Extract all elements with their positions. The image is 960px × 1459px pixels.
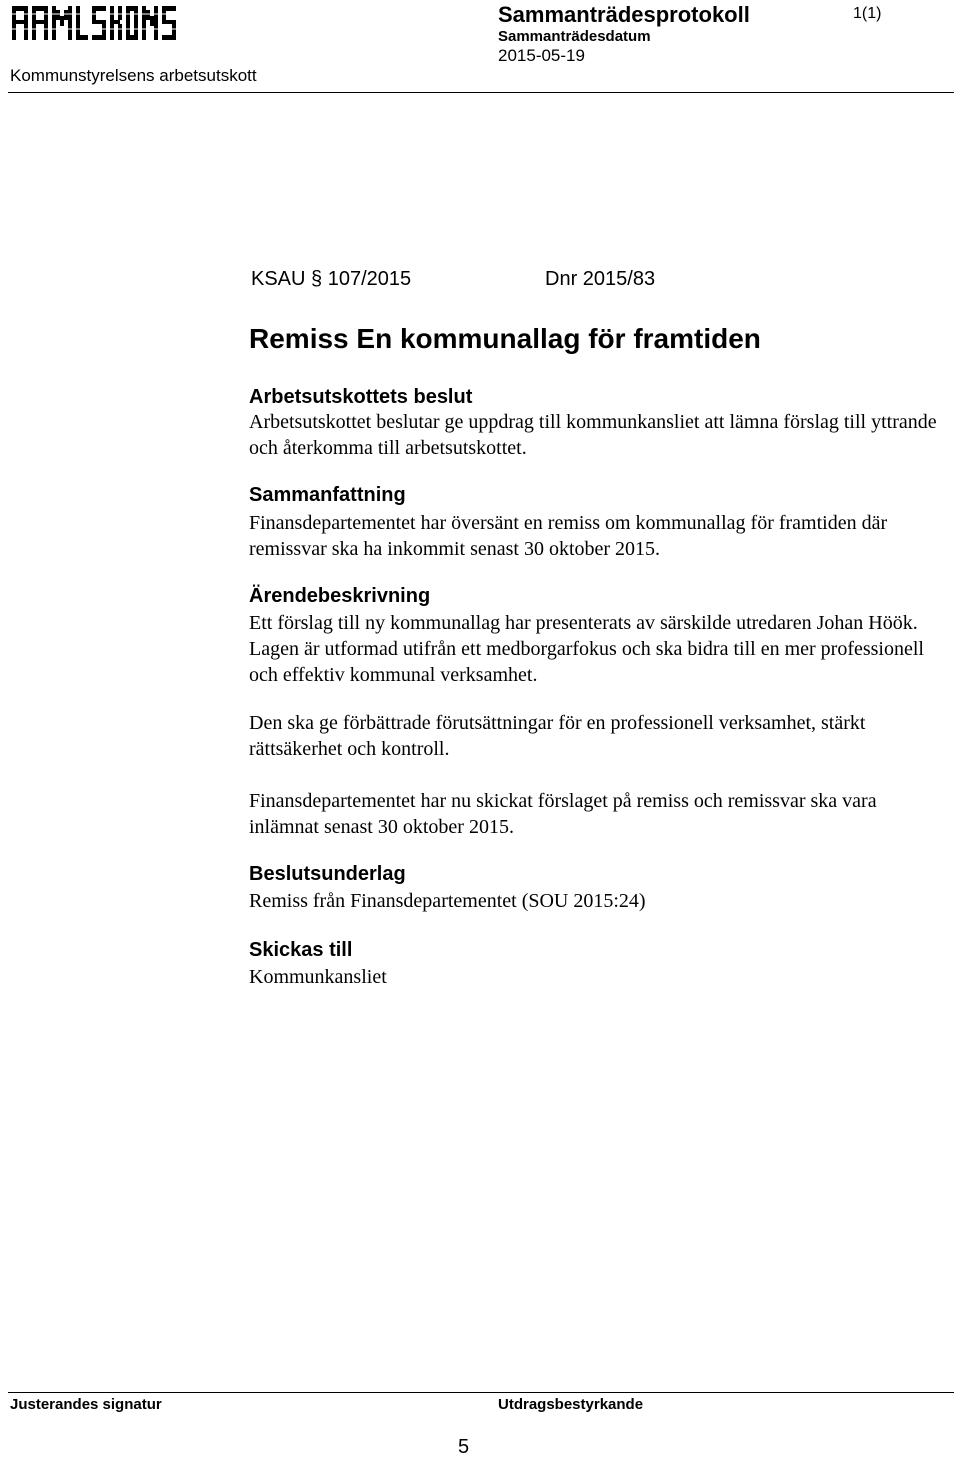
case-title: Remiss En kommunallag för framtiden <box>249 323 761 354</box>
sendto-heading: Skickas till <box>249 939 353 961</box>
footer-divider <box>8 1392 954 1393</box>
document-type: Sammanträdesprotokoll <box>498 2 750 27</box>
case-reference: KSAU § 107/2015 <box>251 268 412 290</box>
meeting-date-value: 2015-05-19 <box>498 46 585 65</box>
page-number: 5 <box>458 1436 470 1458</box>
page-count: 1(1) <box>853 5 882 22</box>
header-divider <box>8 92 954 93</box>
municipality-logo <box>10 2 178 42</box>
description-paragraph-2: Den ska ge förbättrade förutsättningar för en professionell verksamhet, stärkt rättsäkerhet och kontroll. <box>249 712 866 760</box>
description-paragraph-3: Finansdepartementet har nu skickat förslaget på remiss och remissvar ska vara inlämnat senast 30 oktober 2015. <box>249 790 877 838</box>
meeting-date-label: Sammanträdesdatum <box>498 28 651 45</box>
summary-heading: Sammanfattning <box>249 484 406 506</box>
organization-name: Kommunstyrelsens arbetsutskott <box>10 66 257 85</box>
description-paragraph-1: Ett förslag till ny kommunallag har presenterats av särskilde utredaren Johan Höök. Lagen är utformad utifrån ett medborgarfokus och ska bidra till en mer professionell och effektiv kommunal verksamhet. <box>249 612 924 686</box>
summary-text: Finansdepartementet har översänt en remiss om kommunallag för framtiden där remissvar ska ha inkommit senast 30 oktober 2015. <box>249 512 888 560</box>
extract-certification-label: Utdragsbestyrkande <box>498 1396 644 1413</box>
adjuster-signature-label: Justerandes signatur <box>10 1396 162 1413</box>
case-dnr: Dnr 2015/83 <box>545 268 656 290</box>
basis-text: Remiss från Finansdepartementet (SOU 2015:24) <box>249 890 646 912</box>
basis-heading: Beslutsunderlag <box>249 863 406 885</box>
decision-text: Arbetsutskottet beslutar ge uppdrag till kommunkansliet att lämna förslag till yttrande och återkomma till arbetsutskottet. <box>249 411 937 459</box>
decision-heading: Arbetsutskottets beslut <box>249 386 473 408</box>
description-heading: Ärendebeskrivning <box>249 585 431 607</box>
sendto-text: Kommunkansliet <box>249 966 387 988</box>
